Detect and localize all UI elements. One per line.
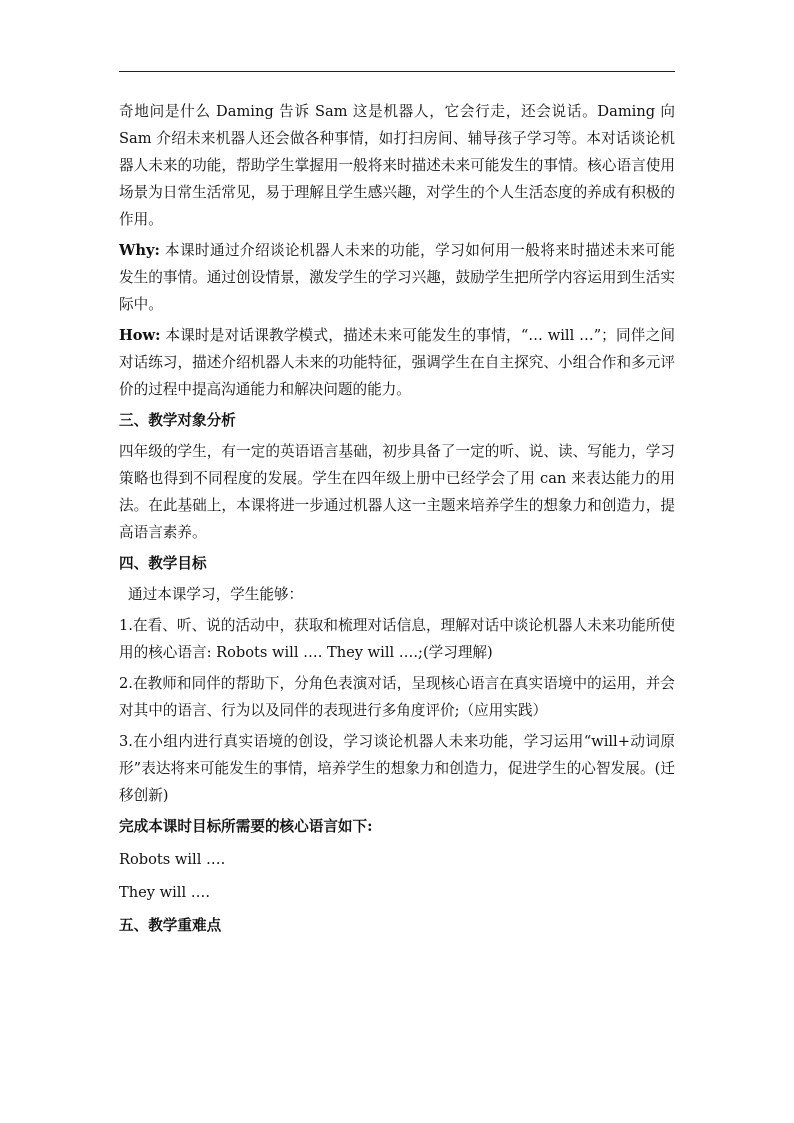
header-rule	[119, 71, 675, 72]
section-5-heading: 五、教学重难点	[119, 917, 222, 934]
why-text: 本课时通过介绍谈论机器人未来的功能，学习如何用一般将来时描述未来可能发生的事情。通过创设情景，激发学生的学习兴趣，鼓励学生把所学内容运用到生活实际中。	[119, 242, 675, 313]
goals-intro: 通过本课学习，学生能够：	[128, 586, 304, 603]
section-3-paragraph: 四年级的学生，有一定的英语语言基础，初步具备了一定的听、说、读、写能力，学习策略也得到不同程度的发展。学生在四年级上册中已经学会了用 can 来表达能力的用法。在此基础上，本课将进一步通过机器人这一主题来培养学生的想象力和创造力，提高语言素养。	[119, 443, 675, 541]
goal-3: 3.在小组内进行真实语境的创设，学习谈论机器人未来功能，学习运用“will+动词原形”表达将来可能发生的事情，培养学生的想象力和创造力，促进学生的心智发展。(迁移创新)	[119, 733, 675, 804]
why-paragraph	[119, 237, 675, 318]
goal-2: 2.在教师和同伴的帮助下，分角色表演对话，呈现核心语言在真实语境中的运用，并会对其中的语言、行为以及同伴的表现进行多角度评价;（应用实践）	[119, 675, 675, 719]
core-language-heading: 完成本课时目标所需要的核心语言如下:	[119, 818, 373, 835]
how-label: How:	[119, 327, 161, 344]
core-language-line-2: They will ….	[119, 884, 211, 901]
intro-paragraph: 奇地问是什么 Daming 告诉 Sam 这是机器人，它会行走，还会说话。Daming 向 Sam 介绍未来机器人还会做各种事情，如打扫房间、辅导孩子学习等。本对话谈论机器人未来的功能，帮助学生掌握用一般将来时描述未来可能发生的事情。核心语言使用场景为日常生活常见，易于理解且学生感兴趣，对学生的个人生活态度的养成有积极的作用。	[119, 103, 675, 228]
how-paragraph	[119, 322, 675, 403]
core-language-line-1: Robots will ….	[119, 851, 226, 868]
document-body	[119, 98, 675, 943]
section-4-heading: 四、教学目标	[119, 555, 207, 572]
how-text: 本课时是对话课教学模式，描述未来可能发生的事情，“… will …”；同伴之间对话练习，描述介绍机器人未来的功能特征，强调学生在自主探究、小组合作和多元评价的过程中提高沟通能力和解决问题的能力。	[119, 327, 675, 398]
why-label: Why:	[119, 242, 160, 259]
section-3-heading: 三、教学对象分析	[119, 412, 236, 429]
goal-1: 1.在看、听、说的活动中，获取和梳理对话信息，理解对话中谈论机器人未来功能所使用的核心语言: Robots will …. They will ….;(学习理解)	[119, 617, 675, 661]
